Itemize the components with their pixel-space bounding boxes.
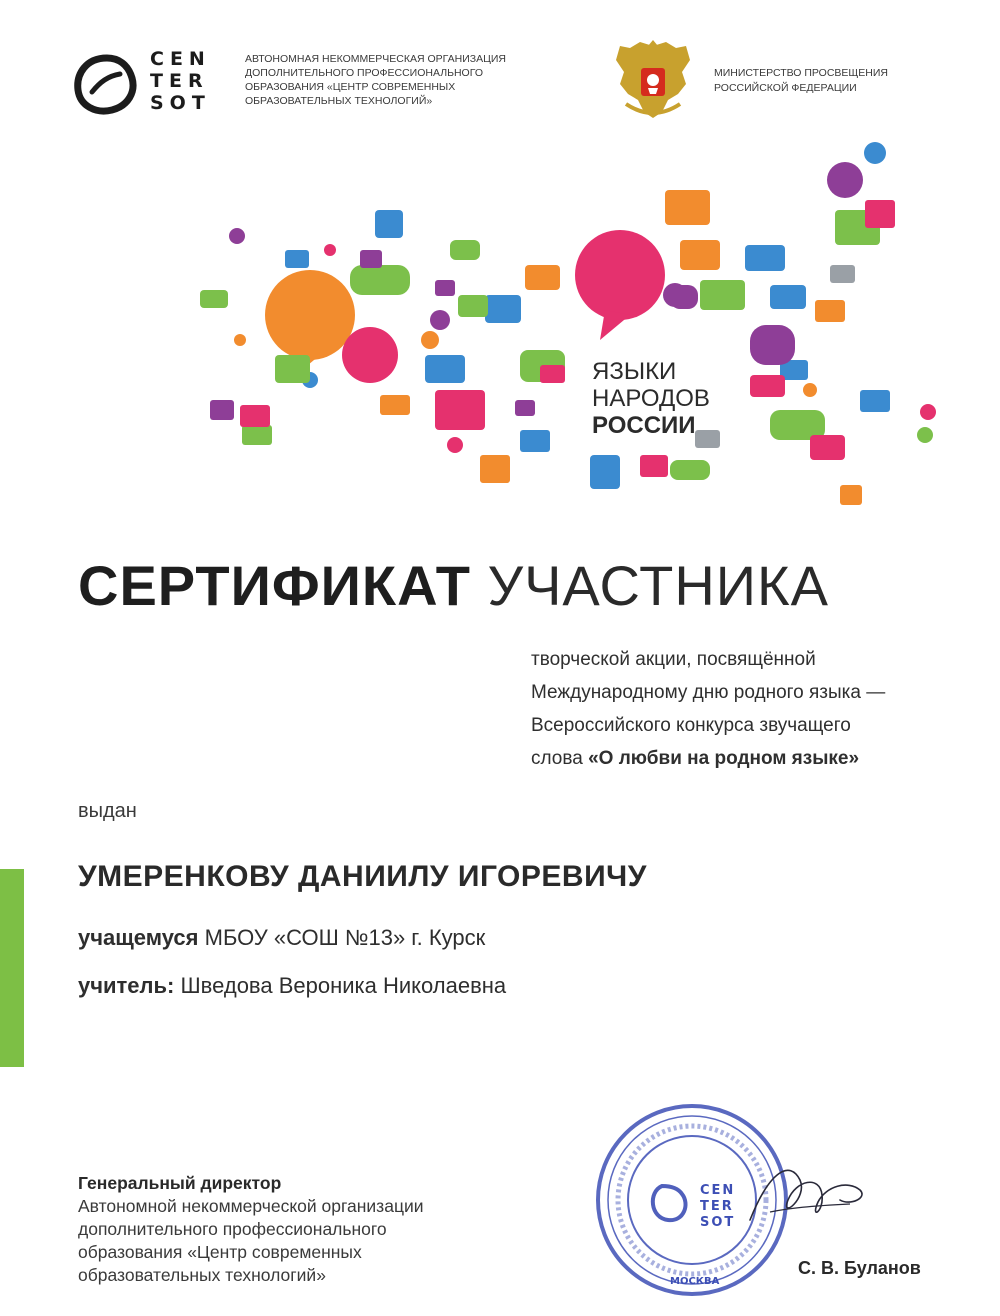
student-line (78, 925, 485, 951)
org-line: ОБРАЗОВАНИЯ «ЦЕНТР СОВРЕМЕННЫХ (245, 81, 456, 93)
certificate-title (78, 555, 829, 617)
director-org-line: Автономной некоммерческой организации (78, 1196, 424, 1216)
teacher-name: Шведова Вероника Николаевна (180, 973, 507, 998)
director-title: Генеральный директор (78, 1173, 282, 1193)
director-block (78, 1172, 424, 1287)
logo-line-3: SOT (150, 92, 211, 114)
description-line: Международному дню родного языка — (531, 682, 886, 703)
organization-name (245, 52, 545, 108)
description-line: Всероссийского конкурса звучащего (531, 715, 851, 736)
stamp-text-3: SOT (700, 1215, 736, 1230)
coat-of-arms-icon (612, 38, 694, 124)
org-line: ДОПОЛНИТЕЛЬНОГО ПРОФЕССИОНАЛЬНОГО (245, 67, 483, 79)
ministry-line: МИНИСТЕРСТВО ПРОСВЕЩЕНИЯ (714, 67, 888, 79)
ministry-name (714, 66, 888, 96)
map-title-line: НАРОДОВ (592, 385, 710, 412)
issued-label: выдан (78, 800, 137, 822)
description-prefix: слова (531, 748, 583, 769)
teacher-label: учитель: (78, 973, 175, 998)
director-org-line: образования «Центр современных (78, 1242, 362, 1262)
signer-name: С. В. Буланов (798, 1258, 921, 1278)
logo-line-1: CEN (150, 48, 211, 70)
stamp-text-2: TER (700, 1199, 734, 1214)
teacher-line (78, 973, 506, 999)
stamp-text-1: CEN (700, 1183, 736, 1198)
description-line (531, 742, 885, 775)
speech-bubble-icon (575, 230, 665, 340)
title-bold: СЕРТИФИКАТ (78, 554, 471, 617)
school-name: МБОУ «СОШ №13» г. Курск (204, 925, 486, 950)
map-title (592, 358, 710, 439)
certificate-description (531, 643, 885, 775)
signature (730, 1150, 880, 1260)
map-title-line: ЯЗЫКИ (592, 358, 677, 385)
centersot-logo (72, 48, 222, 120)
contest-name: «О любви на родном языке» (588, 748, 860, 769)
ministry-line: РОССИЙСКОЙ ФЕДЕРАЦИИ (714, 82, 857, 94)
director-org-line: образовательных технологий» (78, 1265, 326, 1285)
logo-circle-icon (72, 52, 142, 118)
title-regular: УЧАСТНИКА (487, 554, 829, 617)
logo-wordmark (150, 48, 211, 114)
speech-bubble-map (180, 140, 950, 520)
map-title-line: РОССИИ (592, 412, 696, 439)
stamp-city: МОСКВА (670, 1276, 720, 1287)
description-line: творческой акции, посвящённой (531, 649, 816, 670)
org-line: АВТОНОМНАЯ НЕКОММЕРЧЕСКАЯ ОРГАНИЗАЦИЯ (245, 53, 506, 65)
org-line: ОБРАЗОВАТЕЛЬНЫХ ТЕХНОЛОГИЙ» (245, 95, 433, 107)
accent-bar (0, 869, 24, 1067)
student-label: учащемуся (78, 925, 199, 950)
speech-bubble-icon (342, 327, 398, 383)
logo-line-2: TER (150, 70, 209, 92)
director-org-line: дополнительного профессионального (78, 1219, 387, 1239)
recipient-name: УМЕРЕНКОВУ ДАНИИЛУ ИГОРЕВИЧУ (78, 860, 647, 893)
